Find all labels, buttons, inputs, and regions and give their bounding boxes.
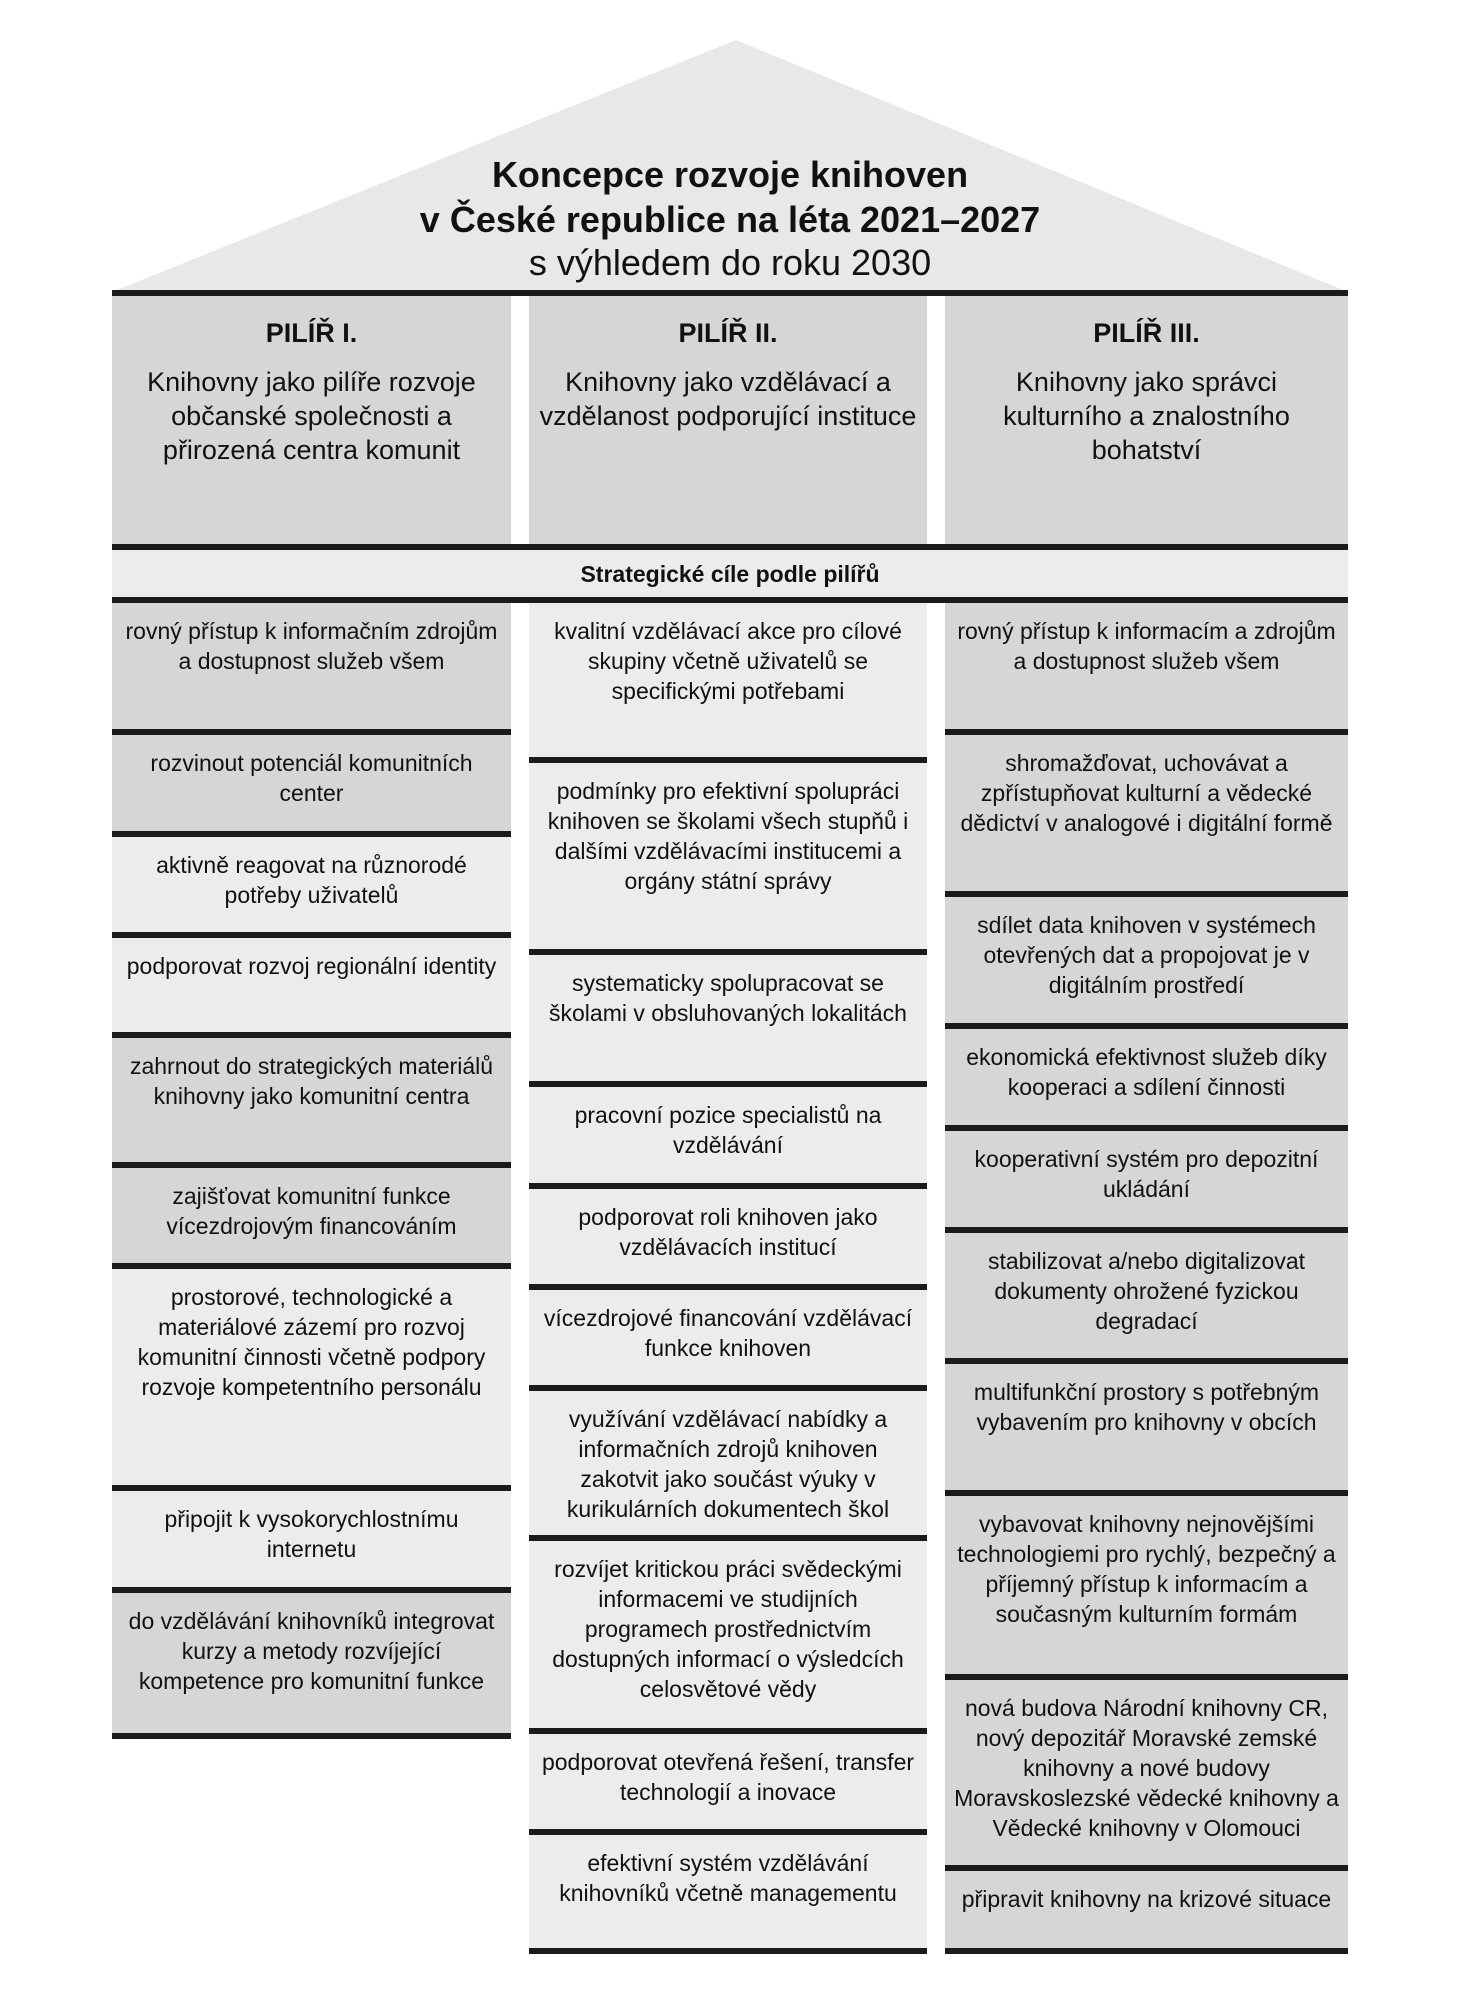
goal-text: aktivně reagovat na různorodé potřeby uživatelů xyxy=(156,852,467,908)
pillar-1-number: PILÍŘ I. xyxy=(265,318,358,348)
goal-cell xyxy=(112,837,511,932)
goal-text: podmínky pro efektivní spolupráci knihoven se školami všech stupňů i dalšími vzdělávacími institucemi a orgány státní správy xyxy=(547,778,909,894)
goal-text: stabilizovat a/nebo digitalizovat dokumenty ohrožené fyzickou degradací xyxy=(987,1248,1306,1334)
title-line-2: v České republice na léta 2021–2027 xyxy=(419,199,1041,240)
goal-cell xyxy=(945,1233,1348,1358)
goal-cell xyxy=(529,1835,927,1948)
goal-separator xyxy=(529,1948,927,1954)
strategic-goals-header: Strategické cíle podle pilířů xyxy=(112,550,1348,598)
goal-cell xyxy=(529,1541,927,1728)
goal-text: sdílet data knihoven v systémech otevřených dat a propojovat je v digitálním prostředí xyxy=(977,912,1316,998)
goal-cell xyxy=(529,763,927,949)
goal-text: multifunkční prostory s potřebným vybavením pro knihovny v obcích xyxy=(973,1379,1320,1435)
pillar-3 xyxy=(945,296,1348,545)
pillar-2-number: PILÍŘ II. xyxy=(678,318,778,348)
goal-cell xyxy=(112,735,511,831)
goal-separator xyxy=(112,1733,511,1739)
goal-text: pracovní pozice specialistů na vzdělávání xyxy=(574,1102,882,1158)
goal-cell xyxy=(112,603,511,729)
goal-text: podporovat roli knihoven jako vzdělávacích institucí xyxy=(578,1204,878,1260)
goal-cell xyxy=(529,1189,927,1284)
goal-cell xyxy=(112,1491,511,1587)
goal-cell xyxy=(945,735,1348,891)
goal-text: rovný přístup k informačním zdrojům a dostupnost služeb všem xyxy=(125,618,498,674)
goal-cell xyxy=(945,1871,1348,1948)
goal-cell xyxy=(945,603,1348,729)
goal-cell xyxy=(529,1391,927,1535)
goal-cell xyxy=(945,897,1348,1023)
title-line-1: Koncepce rozvoje knihoven xyxy=(491,154,969,195)
pillar-3-name: Knihovny jako správci kulturního a znalostního bohatství xyxy=(1003,367,1290,465)
goal-text: ekonomická efektivnost služeb díky kooperaci a sdílení činnosti xyxy=(966,1044,1327,1100)
pillar-1 xyxy=(112,296,511,545)
goal-cell xyxy=(945,1364,1348,1490)
goal-text: nová budova Národní knihovny CR, nový depozitář Moravské zemské knihovny a nové budovy Moravskoslezské vědecké knihovny a Vědecké knihovny v Olomouci xyxy=(954,1695,1339,1841)
goal-text: podporovat rozvoj regionální identity xyxy=(126,953,497,979)
goal-text: zajišťovat komunitní funkce vícezdrojovým financováním xyxy=(166,1183,457,1239)
pillar-1-name: Knihovny jako pilíře rozvoje občanské společnosti a přirozená centra komunit xyxy=(147,367,476,465)
goal-text: využívání vzdělávací nabídky a informačních zdrojů knihoven zakotvit jako součást výuky v kurikulárních dokumentech škol xyxy=(566,1406,890,1522)
pillar-3-number: PILÍŘ III. xyxy=(1093,318,1200,348)
goal-cell xyxy=(945,1496,1348,1674)
goal-cell xyxy=(529,1290,927,1385)
goal-text: prostorové, technologické a materiálové zázemí pro rozvoj komunitní činnosti včetně podpory rozvoje kompetentního personálu xyxy=(137,1284,486,1400)
goal-text: připravit knihovny na krizové situace xyxy=(961,1886,1332,1912)
pillar-2 xyxy=(529,296,927,545)
goal-cell xyxy=(112,1593,511,1733)
goal-cell xyxy=(529,603,927,757)
goal-cell xyxy=(945,1680,1348,1865)
goal-cell xyxy=(112,1038,511,1162)
goal-text: rozvinout potenciál komunitních center xyxy=(150,750,473,806)
goal-cell xyxy=(529,955,927,1081)
goal-cell xyxy=(112,938,511,1032)
goal-cell xyxy=(529,1734,927,1829)
goal-separator xyxy=(945,1948,1348,1954)
title-line-3: s výhledem do roku 2030 xyxy=(528,242,932,283)
goal-text: do vzdělávání knihovníků integrovat kurzy a metody rozvíjející kompetence pro komunitní funkce xyxy=(128,1608,495,1694)
goal-cell xyxy=(112,1168,511,1263)
goal-text: připojit k vysokorychlostnímu internetu xyxy=(164,1506,459,1562)
goal-text: podporovat otevřená řešení, transfer technologií a inovace xyxy=(541,1749,915,1805)
goal-cell xyxy=(529,1087,927,1183)
goal-text: shromažďovat, uchovávat a zpřístupňovat kulturní a vědecké dědictví v analogové i digitální formě xyxy=(960,750,1333,836)
goal-text: rovný přístup k informacím a zdrojům a dostupnost služeb všem xyxy=(957,618,1336,674)
goal-text: kooperativní systém pro depozitní ukládání xyxy=(974,1146,1319,1202)
goal-text: kvalitní vzdělávací akce pro cílové skupiny včetně uživatelů se specifickými potřebami xyxy=(554,618,902,704)
goal-text: vícezdrojové financování vzdělávací funkce knihoven xyxy=(543,1305,913,1361)
goal-text: efektivní systém vzdělávání knihovníků včetně managementu xyxy=(559,1850,897,1906)
pillar-2-name: Knihovny jako vzdělávací a vzdělanost podporující instituce xyxy=(539,367,917,431)
goal-text: zahrnout do strategických materiálů knihovny jako komunitní centra xyxy=(129,1053,494,1109)
goal-cell xyxy=(945,1029,1348,1125)
goal-cell xyxy=(945,1131,1348,1227)
goal-text: systematicky spolupracovat se školami v obsluhovaných lokalitách xyxy=(549,970,907,1026)
goal-text: vybavovat knihovny nejnovějšími technologiemi pro rychlý, bezpečný a příjemný přístup k informacím a současným kulturním formám xyxy=(957,1511,1336,1627)
goal-text: rozvíjet kritickou práci svědeckými informacemi ve studijních programech prostřednictvím dostupných informací o výsledcích celosvětové vědy xyxy=(552,1556,904,1702)
goal-cell xyxy=(112,1269,511,1485)
